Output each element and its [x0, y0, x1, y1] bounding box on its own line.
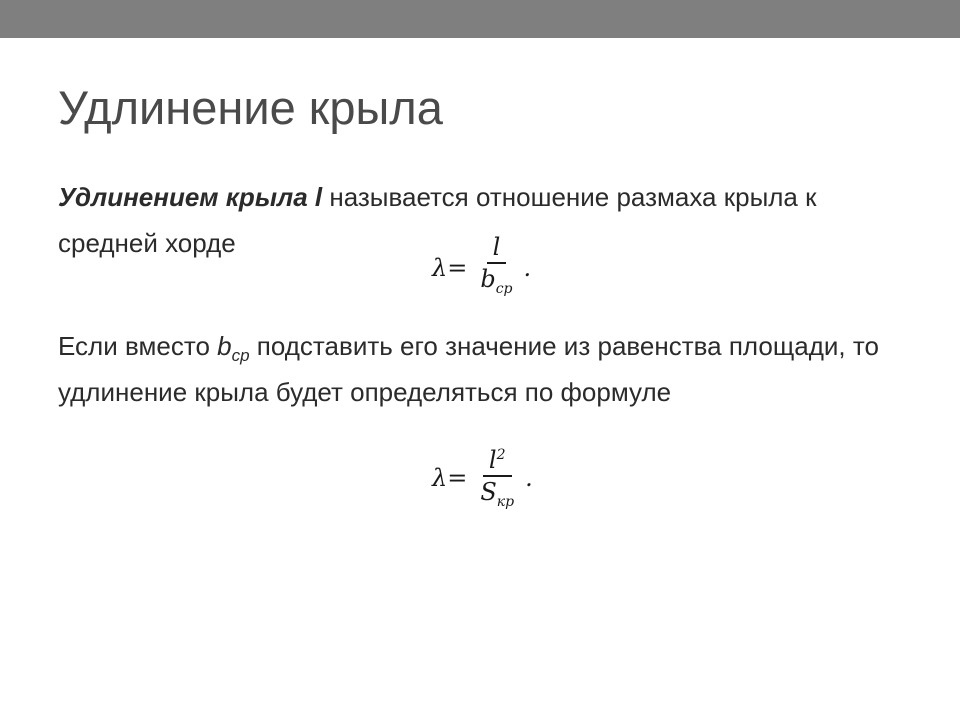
aspect-ratio-formula: [432, 232, 531, 304]
para2-var-base: b: [217, 331, 232, 361]
para2-variable: [217, 331, 250, 366]
substitution-paragraph: [58, 328, 918, 411]
slide-title: Удлинение крыла: [58, 81, 443, 134]
formula2-fraction: [474, 440, 520, 517]
formula2-denominator: [474, 477, 520, 517]
formula1-den-base: b: [480, 265, 496, 293]
para2-var-sub: ср: [231, 346, 250, 366]
formula1-fraction: [474, 232, 518, 304]
para2-before: Если вместо: [58, 331, 218, 361]
formula1-lhs: λ=: [432, 253, 468, 282]
formula2-numerator: [483, 440, 512, 477]
formula1-numerator: l: [487, 232, 507, 264]
defined-term: Удлинением крыла l: [58, 182, 323, 212]
formula2-num-base: l: [488, 446, 497, 474]
formula2-num-sup: 2: [496, 447, 506, 463]
top-bar: [0, 0, 960, 38]
formula2-den-sub: кр: [496, 493, 515, 510]
formula1-denominator: [474, 264, 518, 304]
formula2-lhs: λ=: [432, 464, 468, 493]
formula1-den-sub: ср: [495, 280, 513, 297]
definition-text: называется отношение размаха крыла к средней хорде: [58, 182, 817, 258]
para2-after: подставить его значение из равенства площади, то удлинение крыла будет определяться по формуле: [58, 331, 879, 408]
formula2-end: .: [525, 464, 533, 493]
formula1-end: .: [523, 253, 532, 282]
aspect-ratio-area-formula: [432, 440, 533, 517]
formula2-den-base: S: [480, 478, 497, 506]
